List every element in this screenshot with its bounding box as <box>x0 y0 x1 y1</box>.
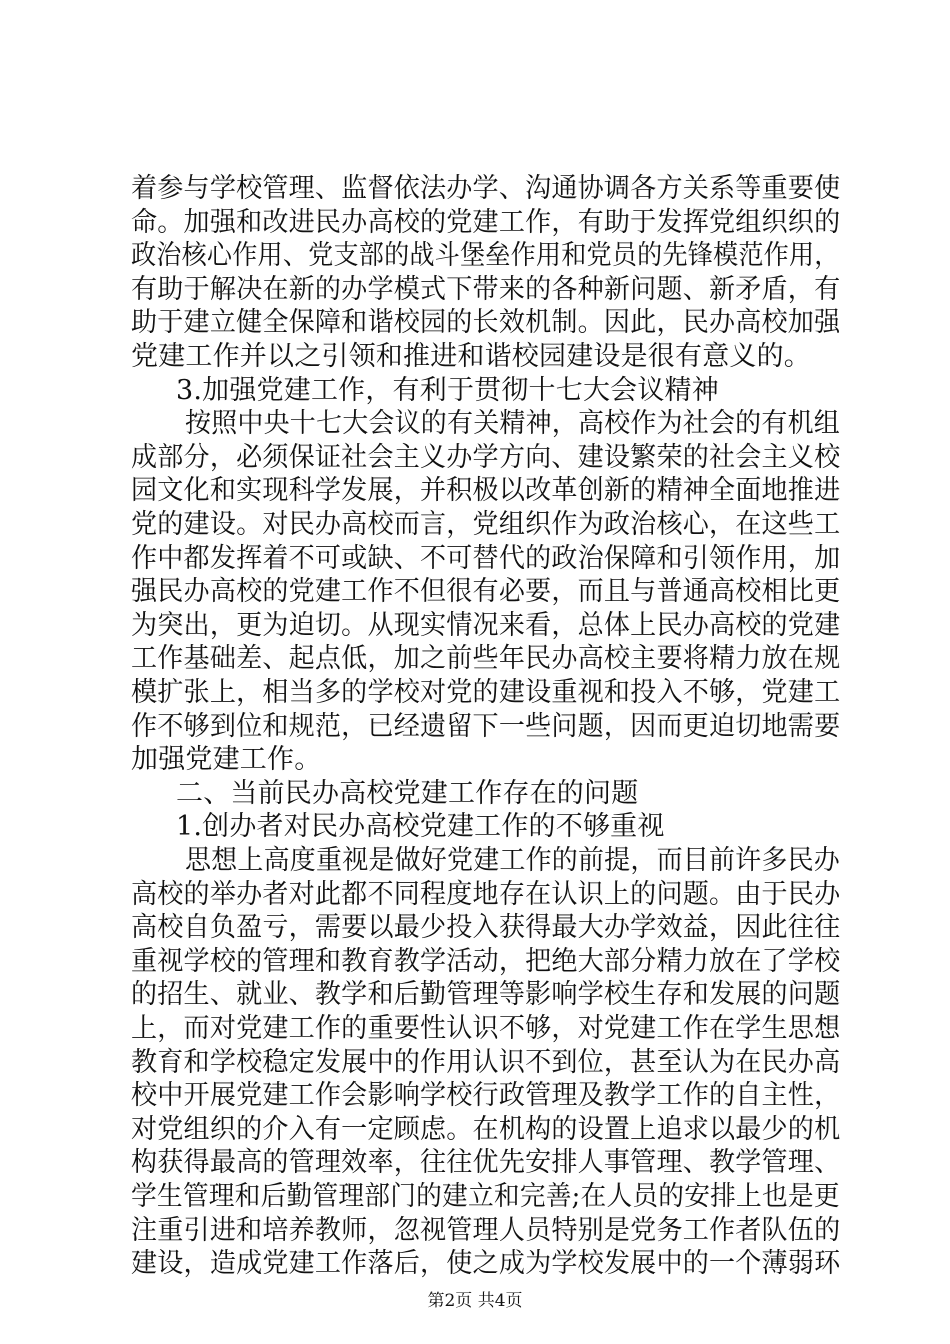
body-text-line: 着参与学校管理、监督依法办学、沟通协调各方关系等重要使 <box>131 173 841 204</box>
body-text-line: 工作基础差、起点低，加之前些年民办高校主要将精力放在规 <box>131 643 841 675</box>
body-text-line: 强民办高校的党建工作不但很有必要，而且与普通高校相比更 <box>131 576 841 608</box>
body-text-line: 按照中央十七大会议的有关精神，高校作为社会的有机组 <box>185 408 840 440</box>
body-text-line: 上，而对党建工作的重要性认识不够，对党建工作在学生思想 <box>131 1013 841 1044</box>
section-subheading: 3.加强党建工作，有利于贯彻十七大会议精神 <box>176 374 719 406</box>
body-text-line: 建设，造成党建工作落后，使之成为学校发展中的一个薄弱环 <box>131 1248 841 1280</box>
body-text-line: 作中都发挥着不可或缺、不可替代的政治保障和引领作用，加 <box>131 542 841 574</box>
body-text-line: 作不够到位和规范，已经遗留下一些问题，因而更迫切地需要 <box>131 710 841 742</box>
body-text-line: 教育和学校稳定发展中的作用认识不到位，甚至认为在民办高 <box>131 1046 841 1078</box>
body-text-line: 高校的举办者对此都不同程度地存在认识上的问题。由于民办 <box>131 878 841 910</box>
page-number-footer: 第2页 共4页 <box>427 1291 523 1311</box>
body-text-line: 党建工作并以之引领和推进和谐校园建设是很有意义的。 <box>131 341 811 372</box>
body-text-line: 成部分，必须保证社会主义办学方向、建设繁荣的社会主义校 <box>131 441 841 473</box>
body-text-line: 有助于解决在新的办学模式下带来的各种新问题、新矛盾，有 <box>131 273 841 305</box>
body-text-line: 构获得最高的管理效率，往往优先安排人事管理、教学管理、 <box>131 1147 841 1179</box>
body-text-line: 党的建设。对民办高校而言，党组织作为政治核心，在这些工 <box>131 509 841 540</box>
body-text-line: 重视学校的管理和教育教学活动，把绝大部分精力放在了学校 <box>131 945 841 977</box>
body-text-line: 助于建立健全保障和谐校园的长效机制。因此，民办高校加强 <box>131 307 841 339</box>
body-text-line: 加强党建工作。 <box>131 744 322 776</box>
body-text-line: 政治核心作用、党支部的战斗堡垒作用和党员的先锋模范作用， <box>131 240 840 272</box>
body-text-line: 高校自负盈亏，需要以最少投入获得最大办学效益，因此往往 <box>131 912 841 944</box>
body-text-line: 的招生、就业、教学和后勤管理等影响学校生存和发展的问题 <box>131 979 841 1011</box>
section-heading: 二、当前民办高校党建工作存在的问题 <box>176 777 639 809</box>
body-text-line: 命。加强和改进民办高校的党建工作，有助于发挥党组织织的 <box>131 206 841 238</box>
body-text-line: 注重引进和培养教师，忽视管理人员特别是党务工作者队伍的 <box>131 1214 841 1246</box>
body-text-line: 校中开展党建工作会影响学校行政管理及教学工作的自主性， <box>131 1080 841 1112</box>
body-text-line: 思想上高度重视是做好党建工作的前提，而目前许多民办 <box>185 845 840 876</box>
body-text-line: 学生管理和后勤管理部门的建立和完善;在人员的安排上也是更 <box>131 1181 840 1212</box>
body-text-line: 对党组织的介入有一定顾虑。在机构的设置上追求以最少的机 <box>131 1113 841 1145</box>
body-text-line: 园文化和实现科学发展，并积极以改革创新的精神全面地推进 <box>131 475 841 507</box>
body-text-line: 模扩张上，相当多的学校对党的建设重视和投入不够，党建工 <box>131 677 841 708</box>
body-text-line: 为突出，更为迫切。从现实情况来看，总体上民办高校的党建 <box>131 609 841 641</box>
section-subheading: 1.创办者对民办高校党建工作的不够重视 <box>176 811 665 843</box>
